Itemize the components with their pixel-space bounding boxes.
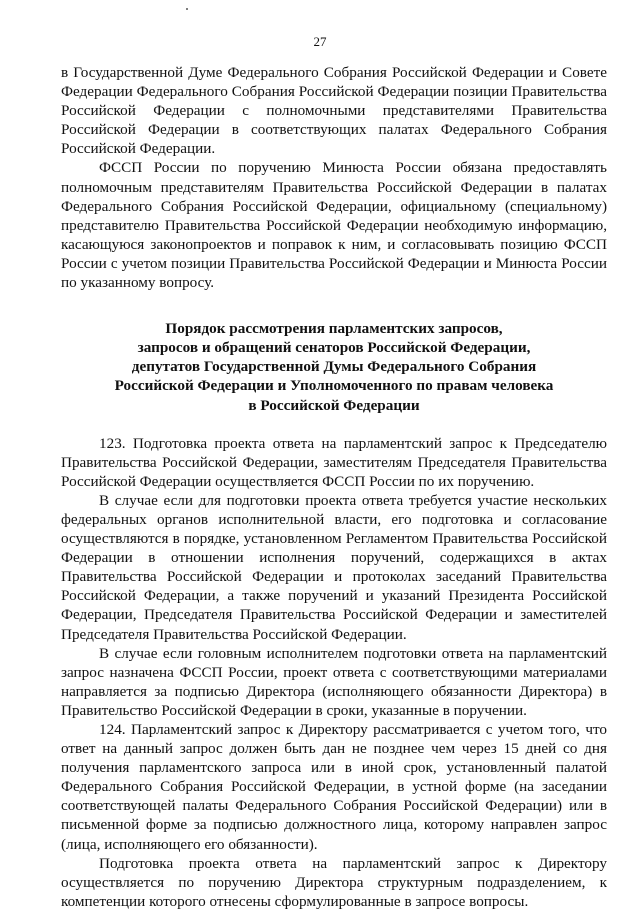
paragraph: В случае если головным исполнителем подготовки ответа на парламентский запрос назначена ФССП России, проект ответа с соответствующими материалами направляется за подписью Директора (исполняющего обязанности Директора) в Правительство Российской Федерации в сроки, указанные в поручении.: [61, 644, 607, 719]
paragraph: ФССП России по поручению Минюста России обязана предоставлять полномочным представителям Правительства Российской Федерации в палатах Федерального Собрания Российской Федерации, официальному (специальному) представителю Правительства Российской Федерации необходимую информацию, касающуюся законопроектов и поправок к ним, и согласовывать позицию ФССП России с учетом позиции Правительства Российской Федерации и Минюста России по указанному вопросу.: [61, 159, 607, 292]
bottom-paragraphs: [61, 434, 607, 911]
top-paragraphs: [61, 63, 607, 292]
paragraph: В случае если для подготовки проекта ответа требуется участие нескольких федеральных органов исполнительной власти, его подготовка и согласование осуществляются в порядке, установленном Регламентом Правительства Российской Федерации в отношении исполнения поручений, содержащихся в актах Правительства Российской Федерации и протоколах заседаний Правительства Российской Федерации, а также поручений и указаний Президента Российской Федерации, Председателя Правительства Российской Федерации и заместителей Председателя Правительства Российской Федерации.: [61, 491, 607, 643]
heading-line: депутатов Государственной Думы Федерального Собрания: [131, 358, 537, 376]
page-body: [61, 63, 607, 911]
section-heading: [61, 319, 607, 414]
heading-line: Российской Федерации и Уполномоченного по правам человека: [114, 377, 554, 395]
paragraph: 123. Подготовка проекта ответа на парламентский запрос к Председателю Правительства Российской Федерации, заместителям Председателя Правительства Российской Федерации осуществляется ФССП России по их поручению.: [61, 434, 607, 490]
paragraph: в Государственной Думе Федерального Собрания Российской Федерации и Совете Федерации Федерального Собрания Российской Федерации позиции Правительства Российской Федерации с полномочными представителями Правительства Российской Федерации в соответствующих палатах Федерального Собрания Российской Федерации.: [61, 64, 607, 158]
heading-line: Порядок рассмотрения парламентских запросов,: [165, 320, 503, 338]
heading-line: в Российской Федерации: [248, 396, 420, 414]
paragraph: Подготовка проекта ответа на парламентский запрос к Директору осуществляется по поручению Директора структурным подразделением, к компетенции которого отнесены сформулированные в запросе вопросы.: [61, 854, 607, 910]
scan-speck: [186, 8, 188, 10]
page-number: 27: [313, 34, 327, 49]
paragraph: 124. Парламентский запрос к Директору рассматривается с учетом того, что ответ на данный запрос должен быть дан не позднее чем через 15 дней со дня получения парламентского запроса или в иной срок, установленный палатой Федерального Собрания Российской Федерации, в устной форме (на заседании соответствующей палаты Федерального Собрания Российской Федерации) или в письменной форме за подписью должностного лица, которому направлен запрос (лица, исполняющего его обязанности).: [61, 721, 607, 853]
heading-line: запросов и обращений сенаторов Российской Федерации,: [137, 339, 531, 357]
